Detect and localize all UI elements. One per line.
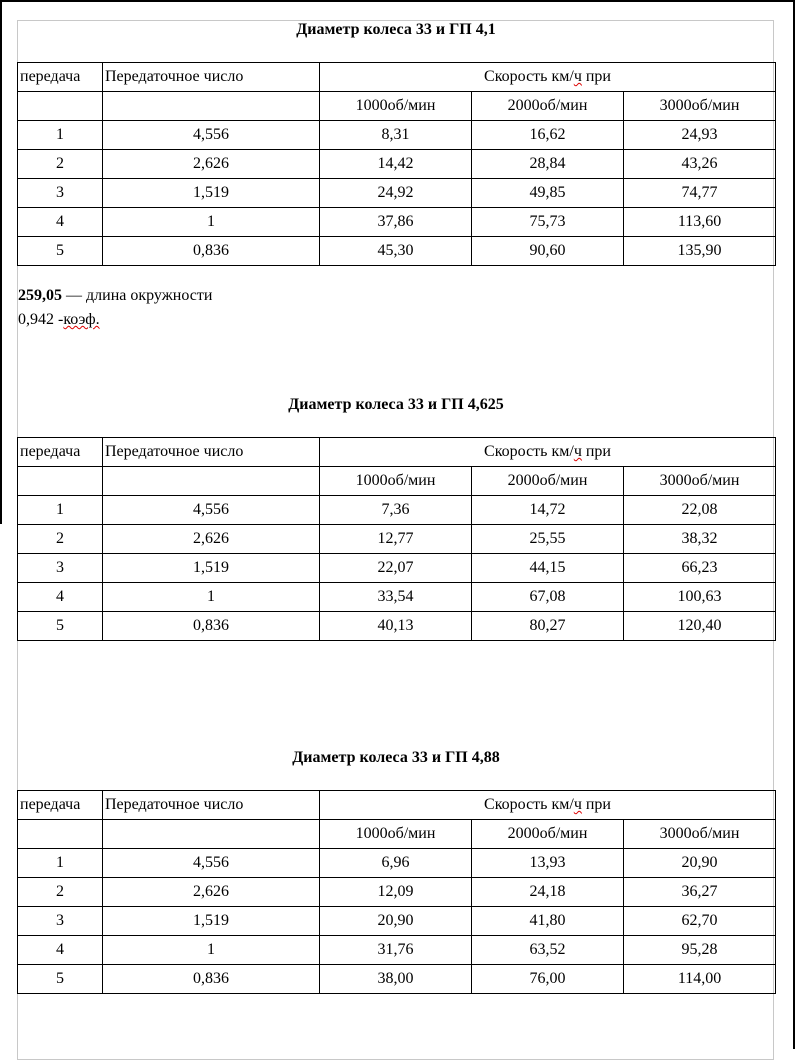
table-cell: 4,556 [103, 849, 320, 878]
table-cell: 44,15 [472, 554, 624, 583]
table-row [18, 150, 776, 179]
speed-table [17, 790, 776, 994]
table-cell: 1,519 [103, 179, 320, 208]
table-cell: 7,36 [320, 496, 472, 525]
table-cell: 63,52 [472, 936, 624, 965]
table-row [18, 936, 776, 965]
table-cell: 5 [18, 965, 103, 994]
table-row [18, 965, 776, 994]
table-row [18, 525, 776, 554]
table-cell: 41,80 [472, 907, 624, 936]
header-speed-suffix: при [581, 443, 611, 460]
empty-cell [103, 820, 320, 849]
table-cell: 80,27 [472, 612, 624, 641]
table-cell: 76,00 [472, 965, 624, 994]
table-cell: 2 [18, 525, 103, 554]
table-cell: 3 [18, 179, 103, 208]
table-cell: 22,07 [320, 554, 472, 583]
table-cell: 2 [18, 878, 103, 907]
empty-cell [18, 820, 103, 849]
table-cell: 100,63 [624, 583, 776, 612]
table-cell: 0,836 [103, 612, 320, 641]
table-row [18, 179, 776, 208]
table-cell: 1 [18, 849, 103, 878]
header-row [18, 438, 776, 467]
header-speed-prefix: Скорость км/ [484, 68, 574, 85]
circumference-label: — длина окружности [62, 287, 213, 304]
coefficient-label: коэф. [63, 311, 100, 328]
rpm-row [18, 467, 776, 496]
table-cell: 5 [18, 237, 103, 266]
table-cell: 1,519 [103, 554, 320, 583]
table-cell: 38,32 [624, 525, 776, 554]
table-cell: 74,77 [624, 179, 776, 208]
table-cell: 4 [18, 208, 103, 237]
table-cell: 2,626 [103, 525, 320, 554]
header-speed-suffix: при [581, 796, 611, 813]
table-cell: 2,626 [103, 150, 320, 179]
table-cell: 1,519 [103, 907, 320, 936]
table-cell: 13,93 [472, 849, 624, 878]
table-cell: 12,09 [320, 878, 472, 907]
table-cell: 90,60 [472, 237, 624, 266]
speed-table [17, 62, 776, 266]
table-cell: 38,00 [320, 965, 472, 994]
table-cell: 3 [18, 554, 103, 583]
table-cell: 25,55 [472, 525, 624, 554]
table-cell: 67,08 [472, 583, 624, 612]
table-cell: 66,23 [624, 554, 776, 583]
table-cell: 1 [18, 496, 103, 525]
header-speed [320, 438, 776, 467]
table-cell: 2 [18, 150, 103, 179]
table-row [18, 878, 776, 907]
coefficient-note [18, 311, 100, 329]
rpm-header: 2000об/мин [472, 467, 624, 496]
table-row [18, 612, 776, 641]
table-cell: 20,90 [320, 907, 472, 936]
header-speed [320, 791, 776, 820]
table-row [18, 554, 776, 583]
table-cell: 4 [18, 936, 103, 965]
rpm-header: 1000об/мин [320, 467, 472, 496]
header-gear: передача [18, 438, 103, 467]
table-cell: 120,40 [624, 612, 776, 641]
table-cell: 4,556 [103, 121, 320, 150]
table-cell: 37,86 [320, 208, 472, 237]
table-row [18, 237, 776, 266]
coefficient-value: 0,942 - [18, 311, 64, 328]
table-cell: 8,31 [320, 121, 472, 150]
table-cell: 3 [18, 907, 103, 936]
table-title: Диаметр колеса 33 и ГП 4,1 [296, 21, 496, 38]
table-title: Диаметр колеса 33 и ГП 4,88 [292, 749, 500, 766]
table-cell: 14,72 [472, 496, 624, 525]
table-row [18, 121, 776, 150]
table-cell: 1 [103, 936, 320, 965]
window-frame-left [0, 0, 2, 524]
header-speed-unit: ч [573, 796, 582, 813]
rpm-header: 1000об/мин [320, 92, 472, 121]
speed-table [17, 437, 776, 641]
header-speed-prefix: Скорость км/ [484, 443, 574, 460]
table-cell: 4 [18, 583, 103, 612]
rpm-header: 1000об/мин [320, 820, 472, 849]
table-cell: 31,76 [320, 936, 472, 965]
table-cell: 16,62 [472, 121, 624, 150]
header-row [18, 791, 776, 820]
header-speed-prefix: Скорость км/ [484, 796, 574, 813]
rpm-header: 2000об/мин [472, 92, 624, 121]
table-cell: 1 [103, 208, 320, 237]
table-row [18, 907, 776, 936]
table-cell: 5 [18, 612, 103, 641]
header-speed-unit: ч [573, 68, 582, 85]
table-cell: 75,73 [472, 208, 624, 237]
empty-cell [18, 467, 103, 496]
circumference-note [18, 287, 212, 305]
table-cell: 2,626 [103, 878, 320, 907]
rpm-row [18, 820, 776, 849]
table-cell: 62,70 [624, 907, 776, 936]
table-cell: 43,26 [624, 150, 776, 179]
rpm-header: 3000об/мин [624, 820, 776, 849]
table-cell: 24,93 [624, 121, 776, 150]
table-cell: 12,77 [320, 525, 472, 554]
table-row [18, 849, 776, 878]
header-ratio: Передаточное число [103, 438, 320, 467]
header-gear: передача [18, 791, 103, 820]
empty-cell [103, 467, 320, 496]
table-cell: 1 [103, 583, 320, 612]
rpm-header: 3000об/мин [624, 92, 776, 121]
table-cell: 6,96 [320, 849, 472, 878]
header-gear: передача [18, 63, 103, 92]
table-cell: 45,30 [320, 237, 472, 266]
rpm-header: 2000об/мин [472, 820, 624, 849]
header-speed-suffix: при [581, 68, 611, 85]
table-cell: 20,90 [624, 849, 776, 878]
table-cell: 113,60 [624, 208, 776, 237]
empty-cell [103, 92, 320, 121]
table-cell: 28,84 [472, 150, 624, 179]
table-cell: 24,92 [320, 179, 472, 208]
table-row [18, 208, 776, 237]
header-row [18, 63, 776, 92]
table-cell: 40,13 [320, 612, 472, 641]
window-frame-top [0, 0, 795, 2]
table-cell: 1 [18, 121, 103, 150]
table-cell: 95,28 [624, 936, 776, 965]
table-cell: 33,54 [320, 583, 472, 612]
table-cell: 36,27 [624, 878, 776, 907]
table-cell: 135,90 [624, 237, 776, 266]
rpm-header: 3000об/мин [624, 467, 776, 496]
table-cell: 14,42 [320, 150, 472, 179]
table-cell: 24,18 [472, 878, 624, 907]
header-speed [320, 63, 776, 92]
header-ratio: Передаточное число [103, 791, 320, 820]
table-title: Диаметр колеса 33 и ГП 4,625 [288, 396, 504, 413]
header-speed-unit: ч [573, 443, 582, 460]
circumference-value: 259,05 [18, 287, 62, 304]
table-cell: 49,85 [472, 179, 624, 208]
table-cell: 22,08 [624, 496, 776, 525]
table-cell: 114,00 [624, 965, 776, 994]
rpm-row [18, 92, 776, 121]
table-row [18, 583, 776, 612]
header-ratio: Передаточное число [103, 63, 320, 92]
table-cell: 0,836 [103, 965, 320, 994]
table-cell: 4,556 [103, 496, 320, 525]
table-row [18, 496, 776, 525]
empty-cell [18, 92, 103, 121]
table-cell: 0,836 [103, 237, 320, 266]
